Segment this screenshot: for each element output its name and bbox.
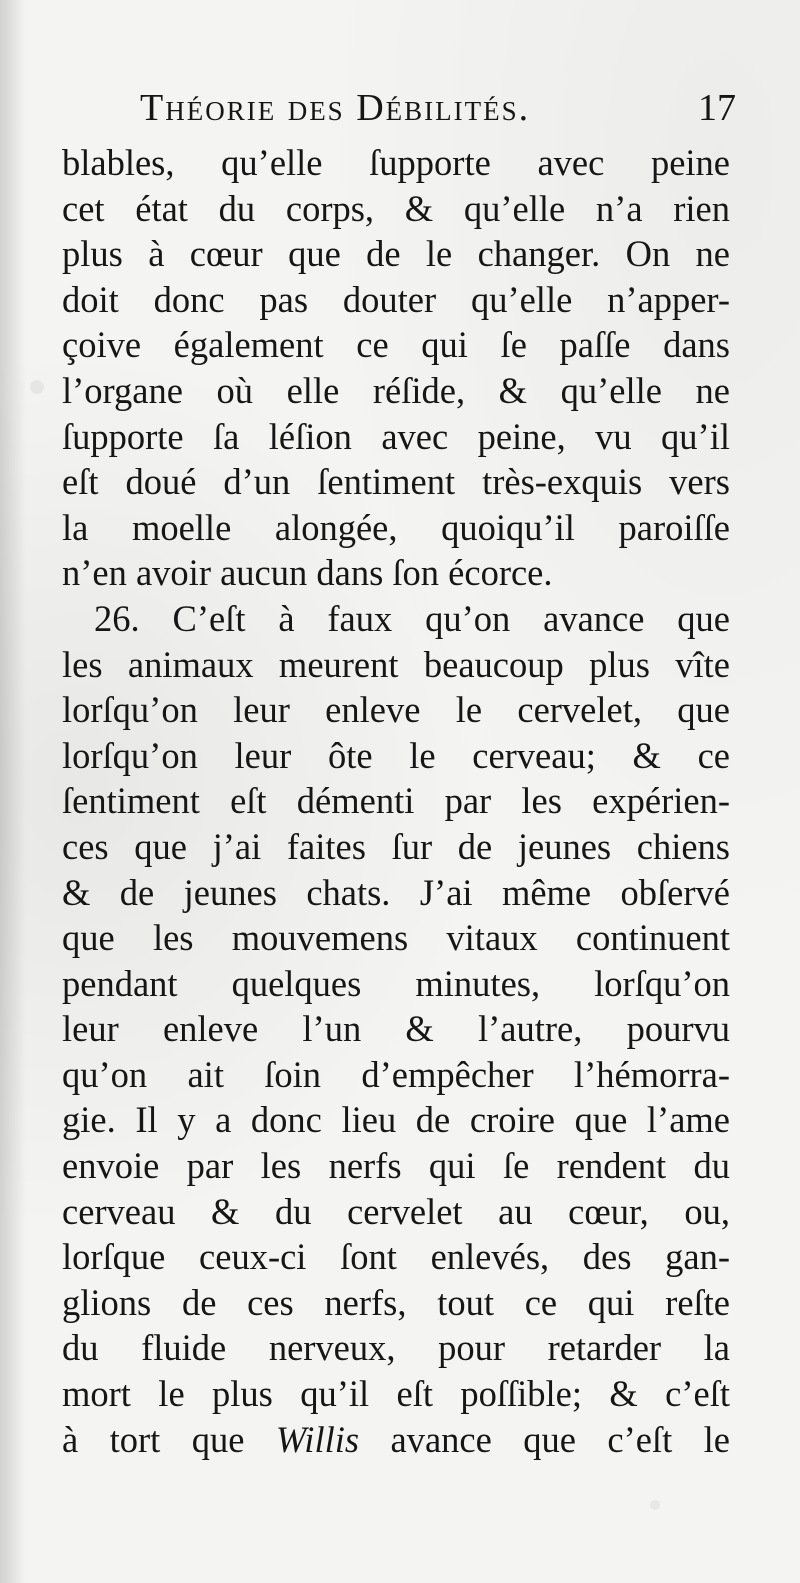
text-line: pendant quelques minutes, lorſqu’on xyxy=(62,962,730,1004)
last-line-end: avance que c’eſt le xyxy=(359,1418,730,1460)
page-number: 17 xyxy=(698,87,736,129)
text-line: du fluide nerveux, pour retarder la xyxy=(62,1327,730,1369)
text-line: cerveau & du cervelet au cœur, ou, xyxy=(62,1190,730,1232)
text-line-last xyxy=(62,1417,730,1463)
last-line-start: à tort que xyxy=(62,1418,276,1460)
text-line: que les mouvemens vitaux continuent xyxy=(62,917,730,959)
text-line: glions de ces nerfs, tout ce qui reſte xyxy=(62,1281,730,1323)
running-title: Théorie des Débilités. xyxy=(140,87,531,129)
text-line: l’organe où elle réſide, & qu’elle ne xyxy=(62,369,730,411)
text-line: lorſque ceux-ci ſont enlevés, des gan- xyxy=(62,1236,730,1278)
text-line: mort le plus qu’il eſt poſſible; & c’eſt xyxy=(62,1373,730,1415)
text-line: plus à cœur que de le changer. On ne xyxy=(62,233,730,275)
text-line: n’en avoir aucun dans ſon écorce. xyxy=(62,552,553,594)
text-line: envoie par les nerfs qui ſe rendent du xyxy=(62,1145,730,1187)
text-line: blables, qu’elle ſupporte avec peine xyxy=(62,142,730,183)
author-name-willis: Willis xyxy=(275,1418,360,1460)
running-header xyxy=(140,84,736,132)
text-line: qu’on ait ſoin d’empêcher l’hémorra- xyxy=(62,1053,730,1095)
gutter-shadow xyxy=(0,0,26,1583)
paper-stain xyxy=(30,380,44,394)
text-line: lorſqu’on leur enleve le cervelet, que xyxy=(62,689,730,731)
paper-stain xyxy=(650,1500,660,1510)
text-line: ſentiment eſt démenti par les expérien- xyxy=(62,780,730,822)
text-line: gie. Il y a donc lieu de croire que l’ame xyxy=(62,1099,730,1141)
body-text xyxy=(62,140,730,1462)
text-line: la moelle alongée, quoiqu’il paroiſſe xyxy=(62,506,730,548)
text-line: lorſqu’on leur ôte le cerveau; & ce xyxy=(62,734,730,776)
text-line: çoive également ce qui ſe paſſe dans xyxy=(62,324,730,366)
text-line: les animaux meurent beaucoup plus vîte xyxy=(62,643,730,685)
text-line: & de jeunes chats. J’ai même obſervé xyxy=(62,871,730,913)
text-line: leur enleve l’un & l’autre, pourvu xyxy=(62,1008,730,1050)
text-line: eſt doué d’un ſentiment très-exquis vers xyxy=(62,461,730,503)
paragraph-start-line: 26. C’eſt à faux qu’on avance que xyxy=(94,597,730,639)
text-line: ces que j’ai faites ſur de jeunes chiens xyxy=(62,825,730,867)
text-line: cet état du corps, & qu’elle n’a rien xyxy=(62,187,730,229)
text-line: doit donc pas douter qu’elle n’apper- xyxy=(62,278,730,320)
text-line: ſupporte ſa léſion avec peine, vu qu’il xyxy=(62,415,730,457)
